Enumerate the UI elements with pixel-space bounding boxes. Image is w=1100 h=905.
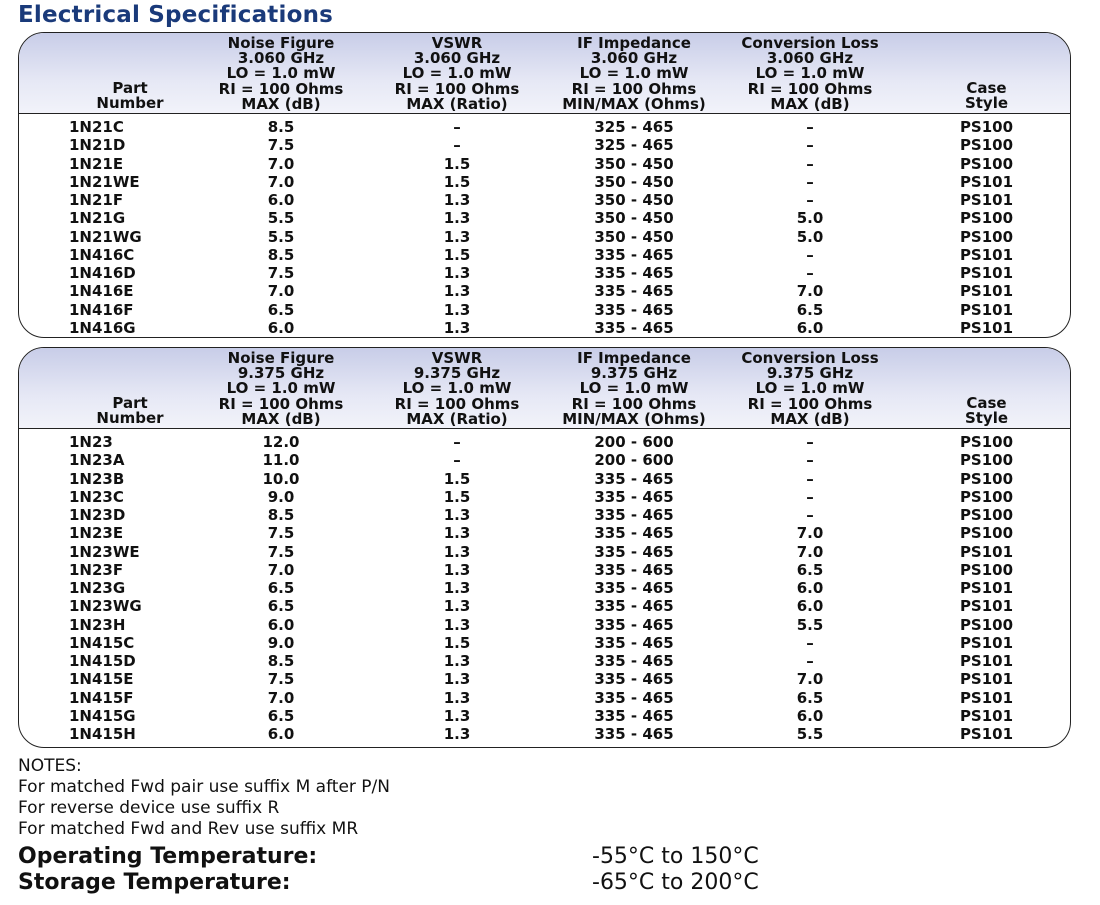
table-row [19,118,1070,136]
cell-noise-figure: 9.0 [267,487,295,506]
table-row [19,561,1070,579]
cell-noise-figure: 7.5 [267,524,295,543]
header-part-number: Part Number [96,394,164,428]
cell-noise-figure: 6.5 [267,597,295,616]
cell-part-number: 1N23WG [69,597,142,616]
cell-noise-figure: 6.0 [267,318,295,337]
cell-vswr: – [453,136,461,155]
cell-case-style: PS101 [959,725,1014,743]
header-case-style: Case Style [964,79,1009,113]
cell-vswr: 1.3 [443,191,471,209]
cell-vswr: 1.3 [443,706,471,725]
table-row [19,470,1070,488]
header-noise-figure: Noise Figure 9.375 GHz LO = 1.0 mW RI = 100 Ohms MAX (dB) [218,349,344,428]
cell-conversion-loss: – [806,451,814,470]
cell-conversion-loss: – [806,469,814,488]
cell-case-style: PS100 [959,433,1014,451]
cell-part-number: 1N23H [69,615,126,634]
spec-table-9-375ghz [18,347,1071,748]
cell-if-impedance: 335 - 465 [594,282,674,301]
cell-case-style: PS100 [959,227,1014,246]
cell-conversion-loss: 6.5 [796,300,824,319]
note-item: For matched Fwd and Rev use suffix MR [18,819,359,839]
cell-part-number: 1N415F [69,688,134,707]
cell-part-number: 1N415E [69,670,134,689]
cell-vswr: 1.3 [443,300,471,319]
cell-conversion-loss: 6.0 [796,318,824,337]
cell-vswr: 1.3 [443,670,471,689]
cell-noise-figure: 7.5 [267,670,295,689]
table-row [19,597,1070,615]
cell-vswr: 1.3 [443,597,471,616]
cell-if-impedance: 335 - 465 [594,652,674,670]
cell-noise-figure: 7.0 [267,282,295,301]
cell-if-impedance: 335 - 465 [594,506,674,524]
header-conversion-loss: Conversion Loss 3.060 GHz LO = 1.0 mW RI = 100 Ohms MAX (dB) [741,34,879,113]
cell-case-style: PS100 [959,487,1014,506]
cell-part-number: 1N21E [69,154,124,173]
cell-noise-figure: 8.5 [267,245,295,264]
table-row [19,506,1070,524]
cell-vswr: 1.5 [443,633,471,652]
table-row [19,689,1070,707]
cell-if-impedance: 335 - 465 [594,542,674,561]
cell-part-number: 1N23F [69,560,124,579]
cell-case-style: PS100 [959,615,1014,634]
cell-vswr: 1.5 [443,172,471,191]
cell-conversion-loss: 5.0 [796,209,824,228]
cell-vswr: – [453,451,461,470]
cell-part-number: 1N23E [69,524,124,543]
cell-if-impedance: 350 - 450 [594,172,674,191]
table-row [19,670,1070,688]
cell-conversion-loss: – [806,433,814,451]
header-part-number: Part Number [96,79,164,113]
cell-case-style: PS101 [959,706,1014,725]
cell-noise-figure: 5.5 [267,209,295,228]
cell-vswr: 1.3 [443,506,471,524]
cell-conversion-loss: – [806,245,814,264]
header-noise-figure: Noise Figure 3.060 GHz LO = 1.0 mW RI = 100 Ohms MAX (dB) [218,34,344,113]
cell-part-number: 1N23C [69,487,124,506]
cell-conversion-loss: – [806,264,814,282]
table-row [19,634,1070,652]
cell-case-style: PS101 [959,300,1014,319]
cell-vswr: 1.3 [443,688,471,707]
cell-noise-figure: 8.5 [267,506,295,524]
cell-conversion-loss: 6.0 [796,706,824,725]
table-row [19,301,1070,319]
cell-conversion-loss: – [806,506,814,524]
cell-part-number: 1N416D [69,264,136,282]
table-row [19,725,1070,743]
notes-heading: NOTES: [18,756,82,776]
cell-vswr: 1.5 [443,245,471,264]
cell-noise-figure: 8.5 [267,652,295,670]
cell-vswr: 1.3 [443,579,471,597]
cell-noise-figure: 7.0 [267,154,295,173]
table-row [19,209,1070,227]
cell-if-impedance: 200 - 600 [594,451,674,470]
cell-if-impedance: 335 - 465 [594,264,674,282]
cell-if-impedance: 325 - 465 [594,136,674,155]
cell-noise-figure: 5.5 [267,227,295,246]
table-header [19,348,1070,429]
cell-conversion-loss: – [806,118,814,136]
cell-part-number: 1N21G [69,209,126,228]
cell-if-impedance: 335 - 465 [594,487,674,506]
cell-noise-figure: 7.5 [267,264,295,282]
cell-vswr: 1.3 [443,264,471,282]
cell-if-impedance: 335 - 465 [594,670,674,689]
cell-part-number: 1N21C [69,118,124,136]
cell-if-impedance: 335 - 465 [594,615,674,634]
cell-case-style: PS100 [959,136,1014,155]
cell-noise-figure: 8.5 [267,118,295,136]
cell-if-impedance: 335 - 465 [594,524,674,543]
cell-vswr: 1.3 [443,282,471,301]
cell-if-impedance: 350 - 450 [594,154,674,173]
cell-noise-figure: 7.0 [267,172,295,191]
cell-conversion-loss: 6.0 [796,579,824,597]
cell-noise-figure: 10.0 [262,469,300,488]
header-vswr: VSWR 9.375 GHz LO = 1.0 mW RI = 100 Ohms MAX (Ratio) [394,349,520,428]
cell-case-style: PS100 [959,209,1014,228]
table-row [19,282,1070,300]
note-item: For matched Fwd pair use suffix M after P/N [18,777,390,797]
table-row [19,652,1070,670]
cell-part-number: 1N416G [69,318,136,337]
cell-if-impedance: 350 - 450 [594,191,674,209]
cell-case-style: PS100 [959,118,1014,136]
cell-noise-figure: 6.5 [267,300,295,319]
cell-conversion-loss: 7.0 [796,542,824,561]
cell-if-impedance: 350 - 450 [594,227,674,246]
header-conversion-loss: Conversion Loss 9.375 GHz LO = 1.0 mW RI = 100 Ohms MAX (dB) [741,349,879,428]
cell-if-impedance: 335 - 465 [594,318,674,337]
storage-temperature-label: Storage Temperature: [18,870,291,895]
cell-if-impedance: 335 - 465 [594,469,674,488]
cell-part-number: 1N415C [69,633,135,652]
table-row [19,433,1070,451]
cell-if-impedance: 335 - 465 [594,706,674,725]
cell-part-number: 1N415H [69,725,136,743]
cell-case-style: PS101 [959,670,1014,689]
cell-case-style: PS101 [959,318,1014,337]
cell-part-number: 1N21WE [69,172,140,191]
cell-vswr: 1.3 [443,560,471,579]
cell-vswr: 1.3 [443,318,471,337]
cell-part-number: 1N21F [69,191,124,209]
cell-part-number: 1N415G [69,706,136,725]
cell-conversion-loss: – [806,652,814,670]
cell-case-style: PS101 [959,633,1014,652]
cell-conversion-loss: – [806,191,814,209]
cell-conversion-loss: 7.0 [796,282,824,301]
cell-if-impedance: 335 - 465 [594,579,674,597]
cell-vswr: 1.5 [443,487,471,506]
operating-temperature-value: -55°C to 150°C [592,844,759,869]
cell-noise-figure: 7.0 [267,560,295,579]
table-row [19,264,1070,282]
cell-part-number: 1N21D [69,136,126,155]
table-row [19,707,1070,725]
note-item: For reverse device use suffix R [18,798,280,818]
cell-vswr: 1.3 [443,615,471,634]
cell-conversion-loss: – [806,136,814,155]
table-row [19,616,1070,634]
cell-if-impedance: 325 - 465 [594,118,674,136]
table-row [19,488,1070,506]
cell-if-impedance: 335 - 465 [594,560,674,579]
header-if-impedance: IF Impedance 3.060 GHz LO = 1.0 mW RI = 100 Ohms MIN/MAX (Ohms) [562,34,706,113]
cell-if-impedance: 335 - 465 [594,688,674,707]
cell-vswr: – [453,118,461,136]
cell-part-number: 1N23D [69,506,126,524]
cell-noise-figure: 7.5 [267,542,295,561]
cell-conversion-loss: – [806,172,814,191]
cell-conversion-loss: – [806,154,814,173]
table-row [19,451,1070,469]
cell-vswr: 1.3 [443,227,471,246]
cell-case-style: PS100 [959,451,1014,470]
cell-part-number: 1N23A [69,451,125,470]
cell-vswr: – [453,433,461,451]
cell-vswr: 1.5 [443,154,471,173]
cell-case-style: PS100 [959,506,1014,524]
cell-conversion-loss: 6.5 [796,560,824,579]
header-case-style: Case Style [964,394,1009,428]
cell-case-style: PS101 [959,245,1014,264]
table-row [19,191,1070,209]
table-row [19,579,1070,597]
cell-case-style: PS100 [959,154,1014,173]
table-row [19,246,1070,264]
cell-case-style: PS100 [959,469,1014,488]
cell-case-style: PS101 [959,172,1014,191]
spec-table-3-060ghz [18,32,1071,338]
cell-conversion-loss: 5.0 [796,227,824,246]
cell-noise-figure: 11.0 [262,451,300,470]
cell-conversion-loss: – [806,487,814,506]
cell-part-number: 1N23B [69,469,125,488]
table-row [19,155,1070,173]
table-row [19,173,1070,191]
header-if-impedance: IF Impedance 9.375 GHz LO = 1.0 mW RI = 100 Ohms MIN/MAX (Ohms) [562,349,706,428]
cell-noise-figure: 6.5 [267,706,295,725]
table-row [19,543,1070,561]
page-title: Electrical Specifications [18,2,334,28]
cell-if-impedance: 335 - 465 [594,633,674,652]
cell-conversion-loss: 7.0 [796,670,824,689]
cell-if-impedance: 335 - 465 [594,245,674,264]
table-row [19,228,1070,246]
notes [18,756,390,840]
cell-case-style: PS100 [959,524,1014,543]
cell-part-number: 1N416C [69,245,135,264]
cell-conversion-loss: 6.0 [796,597,824,616]
cell-if-impedance: 350 - 450 [594,209,674,228]
cell-part-number: 1N416F [69,300,134,319]
table-row [19,136,1070,154]
cell-if-impedance: 335 - 465 [594,597,674,616]
cell-case-style: PS101 [959,282,1014,301]
cell-conversion-loss: 7.0 [796,524,824,543]
cell-noise-figure: 6.0 [267,725,295,743]
header-vswr: VSWR 3.060 GHz LO = 1.0 mW RI = 100 Ohms MAX (Ratio) [394,34,520,113]
cell-vswr: 1.3 [443,524,471,543]
cell-noise-figure: 6.5 [267,579,295,597]
cell-conversion-loss: 5.5 [796,615,824,634]
cell-part-number: 1N23WE [69,542,140,561]
cell-conversion-loss: – [806,633,814,652]
cell-conversion-loss: 5.5 [796,725,824,743]
cell-case-style: PS101 [959,264,1014,282]
cell-part-number: 1N416E [69,282,134,301]
cell-vswr: 1.5 [443,469,471,488]
table-header [19,33,1070,114]
cell-if-impedance: 335 - 465 [594,725,674,743]
cell-case-style: PS101 [959,597,1014,616]
cell-case-style: PS101 [959,191,1014,209]
table-row [19,524,1070,542]
table-row [19,319,1070,337]
cell-vswr: 1.3 [443,542,471,561]
cell-conversion-loss: 6.5 [796,688,824,707]
storage-temperature-value: -65°C to 200°C [592,870,759,895]
cell-part-number: 1N415D [69,652,136,670]
cell-case-style: PS100 [959,560,1014,579]
operating-temperature-label: Operating Temperature: [18,844,318,869]
cell-noise-figure: 7.5 [267,136,295,155]
cell-noise-figure: 7.0 [267,688,295,707]
table-body [19,429,1070,743]
cell-if-impedance: 200 - 600 [594,433,674,451]
cell-noise-figure: 6.0 [267,615,295,634]
cell-if-impedance: 335 - 465 [594,300,674,319]
cell-part-number: 1N23G [69,579,126,597]
cell-part-number: 1N23 [69,433,113,451]
cell-vswr: 1.3 [443,652,471,670]
cell-case-style: PS101 [959,579,1014,597]
cell-part-number: 1N21WG [69,227,142,246]
cell-case-style: PS101 [959,652,1014,670]
cell-case-style: PS101 [959,688,1014,707]
cell-noise-figure: 9.0 [267,633,295,652]
cell-noise-figure: 6.0 [267,191,295,209]
cell-noise-figure: 12.0 [262,433,300,451]
table-body [19,114,1070,337]
cell-vswr: 1.3 [443,209,471,228]
cell-case-style: PS101 [959,542,1014,561]
cell-vswr: 1.3 [443,725,471,743]
